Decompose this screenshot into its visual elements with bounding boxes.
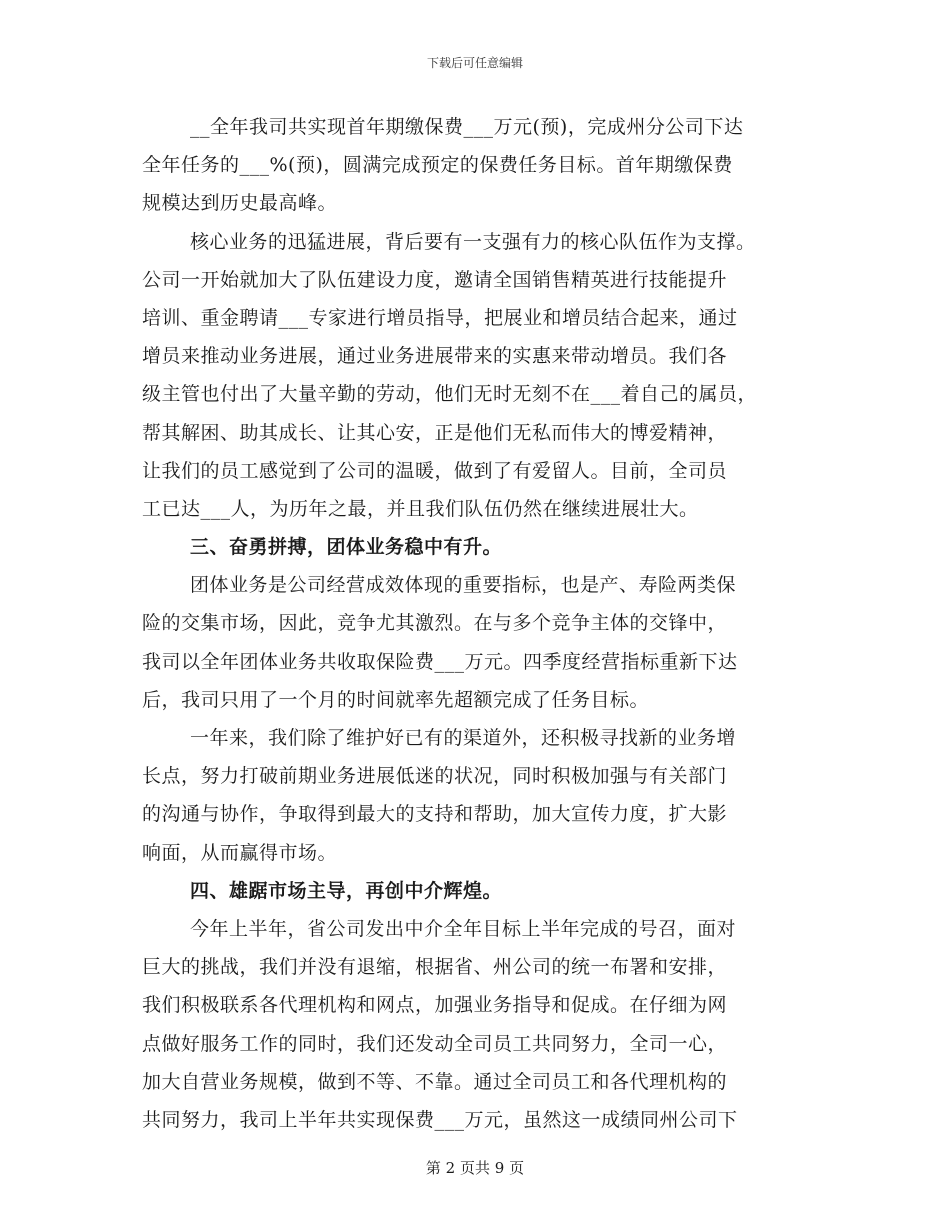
paragraph-line: 级主管也付出了大量辛勤的劳动，他们无时无刻不在___着自己的属员， xyxy=(142,383,758,406)
paragraph-line: __全年我司共实现首年期缴保费___万元(预)，完成州分公司下达 xyxy=(190,116,744,138)
paragraph-line: 让我们的员工感觉到了公司的温暖，做到了有爱留人。目前，全司员 xyxy=(142,459,728,482)
document-body xyxy=(142,108,817,1139)
paragraph-line: 培训、重金聘请___专家进行增员指导，把展业和增员结合起来，通过 xyxy=(142,306,738,329)
paragraph-line: 险的交集市场，因此，竞争尤其激烈。在与多个竞争主体的交锋中， xyxy=(142,612,728,635)
paragraph-line: 共同努力，我司上半年共实现保费___万元，虽然这一成绩同州公司下 xyxy=(142,1108,738,1131)
section-heading: 四、雄踞市场主导，再创中介辉煌。 xyxy=(190,879,503,902)
paragraph-line: 公司一开始就加大了队伍建设力度，邀请全国销售精英进行技能提升 xyxy=(142,268,728,291)
paragraph-line: 加大自营业务规模，做到不等、不靠。通过全司员工和各代理机构的 xyxy=(142,1070,728,1093)
paragraph-line: 工已达___人，为历年之最，并且我们队伍仍然在继续进展壮大。 xyxy=(142,497,699,520)
paragraph-line: 巨大的挑战，我们并没有退缩，根据省、州公司的统一布署和安排， xyxy=(142,956,728,979)
paragraph-line: 我司以全年团体业务共收取保险费___万元。四季度经营指标重新下达 xyxy=(142,650,738,673)
paragraph-line: 一年来，我们除了维护好已有的渠道外，还积极寻找新的业务增 xyxy=(190,727,737,749)
paragraph-line: 我们积极联系各代理机构和网点，加强业务指导和促成。在仔细为网 xyxy=(142,994,728,1017)
paragraph-line: 团体业务是公司经营成效体现的重要指标，也是产、寿险两类保 xyxy=(190,574,737,597)
paragraph-line: 响面，从而赢得市场。 xyxy=(142,841,338,864)
paragraph-line: 的沟通与协作，争取得到最大的支持和帮助，加大宣传力度，扩大影 xyxy=(142,803,728,826)
paragraph-line: 点做好服务工作的同时，我们还发动全司员工共同努力，全司一心， xyxy=(142,1032,728,1055)
paragraph-line: 帮其解困、助其成长、让其心安，正是他们无私而伟大的博爱精神， xyxy=(142,421,728,444)
page-footer: 第 2 页共 9 页 xyxy=(425,1159,525,1177)
section-heading: 三、奋勇拼搏，团体业务稳中有升。 xyxy=(190,536,503,559)
paragraph-line: 增员来推动业务进展，通过业务进展带来的实惠来带动增员。我们各 xyxy=(142,345,728,368)
page-header: 下载后可任意编辑 xyxy=(426,56,523,70)
paragraph-line: 今年上半年，省公司发出中介全年目标上半年完成的号召，面对 xyxy=(190,917,737,940)
paragraph-line: 核心业务的迅猛进展，背后要有一支强有力的核心队伍作为支撑。 xyxy=(190,230,756,253)
paragraph-line: 全年任务的___%(预)，圆满完成预定的保费任务目标。首年期缴保费 xyxy=(142,154,733,177)
paragraph-line: 长点，努力打破前期业务进展低迷的状况，同时积极加强与有关部门 xyxy=(142,765,728,788)
paragraph-line: 规模达到历史最高峰。 xyxy=(142,192,338,215)
paragraph-line: 后，我司只用了一个月的时间就率先超额完成了任务目标。 xyxy=(142,688,650,711)
